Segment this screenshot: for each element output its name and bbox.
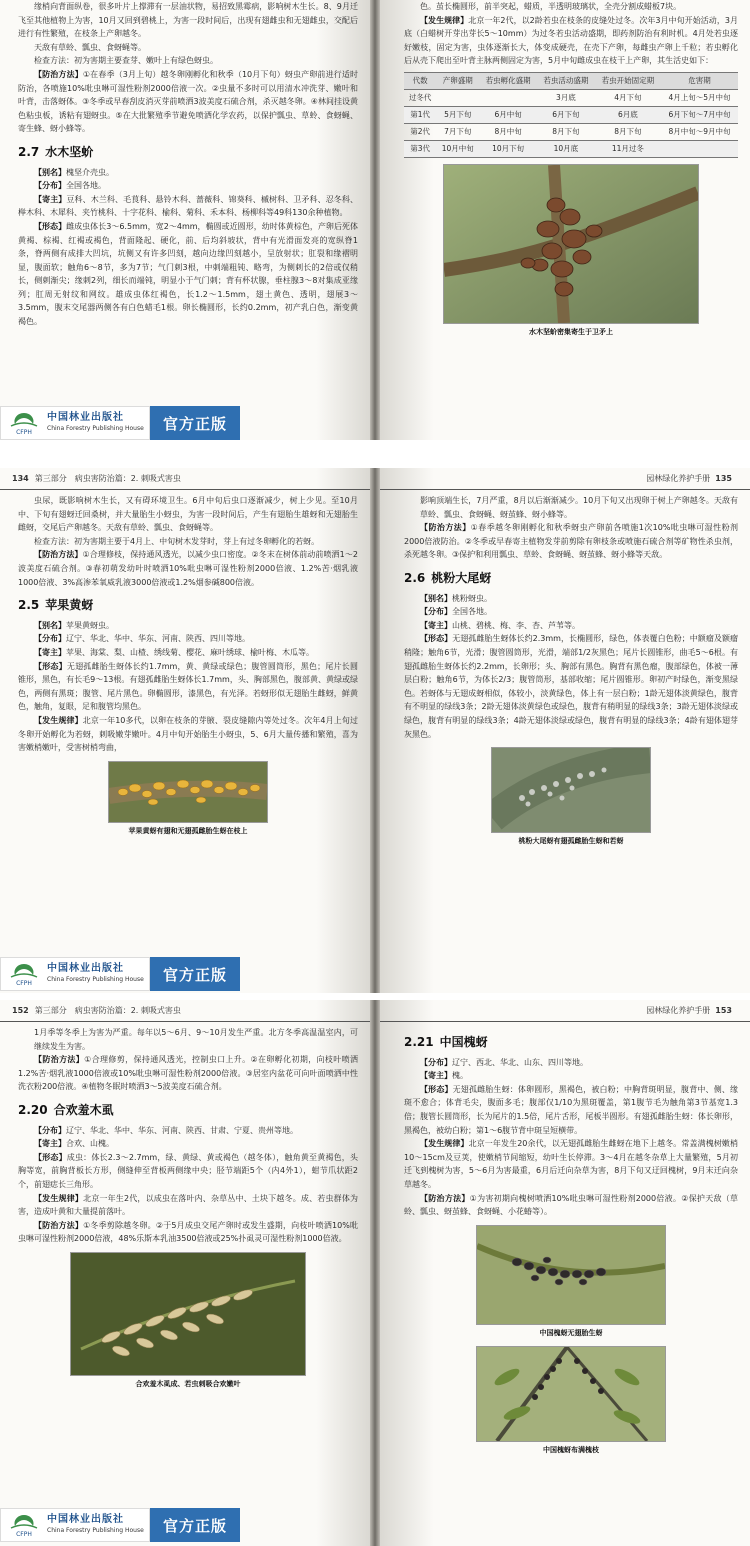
body-paragraph: 缘梢向背面纵卷，很多叶片上撑滞有一层油状物，易招致黑霉病，影响树木生长。8、9月迁飞至其他植物上为害，10月又回到碧桃上，为害一段时间后，出现有翅雌虫和无翅雌虫，交配后进行有性繁殖，在枝条上产卵越冬。	[18, 2, 358, 39]
field-text: 无翅孤雌胎生蚜：体卵圆形，黑褐色，被白粉；中胸背斑明显，腹背中、侧、缘斑不愈合；体背毛尖，腹面多毛；腹部仅1/10为黑斑覆盖，第1腹节毛为触角第3节基宽1.3倍；腹管长圆筒形，长为尾片的1.5倍，尾片舌形，尾板半圆形。有翅孤雌胎生蚜：体长卵形，黑褐色，被幼白粉；第1～6腹节背中斑呈短横带。	[404, 1084, 739, 1135]
section-heading	[18, 146, 358, 160]
publisher-name-en: China Forestry Publishing House	[47, 425, 144, 432]
page-number: 153	[715, 1006, 732, 1015]
table-cell: 6月下旬	[537, 106, 595, 123]
field-text: ①合理修剪，保持通风透光，控制虫口上升。②在卵孵化初期，向枝叶喷洒1.2%苦·烟乳液1000倍液或10%吡虫啉可湿性粉剂2000倍液。③居室内盆花可向叶面喷洒中性洗衣粉200倍液。④植物冬眠时喷洒3～5波美度石硫合剂。	[18, 1055, 358, 1092]
table-cell: 8月下旬	[537, 123, 595, 140]
life-history-table	[404, 72, 738, 158]
page-left	[0, 468, 372, 993]
field-tag: 【寄主】	[420, 620, 452, 630]
photo-caption: 桃粉大尾蚜有翅孤雌胎生蚜和若蚜	[518, 837, 624, 846]
field-tag: 【发生规律】	[34, 1193, 84, 1203]
field-tag: 【形态】	[34, 1152, 67, 1162]
table-header-cell: 若虫开始固定期	[595, 72, 661, 89]
photo-apple-aphids	[108, 761, 268, 823]
field-tag: 【分布】	[420, 607, 452, 617]
distribution-paragraph	[18, 632, 358, 646]
field-tag: 【寄主】	[34, 1139, 66, 1149]
field-tag: 【寄主】	[34, 647, 66, 657]
book-gutter	[370, 468, 380, 993]
page-right	[378, 1000, 750, 1546]
field-tag: 【防治方法】	[34, 550, 83, 560]
field-tag: 【分布】	[34, 1125, 66, 1135]
running-title: 园林绿化养护手册	[646, 474, 711, 483]
table-cell: 6月底	[595, 106, 661, 123]
alias-paragraph	[18, 619, 358, 633]
publisher-name-cn: 中国林业出版社	[47, 963, 124, 974]
table-cell: 10月中旬	[436, 140, 479, 157]
table-row	[404, 106, 738, 123]
publisher-emblem-icon	[7, 410, 41, 436]
publisher-banner	[0, 406, 240, 440]
body-paragraph: 虫尿，既影响树木生长，又有碍环境卫生。6月中旬后虫口逐渐减少，树上少见。至10月中、下旬有翅蚜迁回桑树，并大量胎生小蚜虫，为害一段时间后，产生有翅胎生雄蚜和无翅胎生雌蚜，交尾后产卵越冬。天敌有草蛉、瓢虫、食蚜蝇等。	[18, 496, 358, 533]
field-tag: 【发生规律】	[34, 715, 83, 725]
publisher-name-cn: 中国林业出版社	[47, 1514, 124, 1525]
field-text: 雌成虫体长3～6.5mm，宽2～4mm，椭圆或近圆形，幼时体黄棕色，产卵后死体黄褐、棕褐、红褐或褐色，背面隆起、硬化，前、后均斜坡状，背中有光滑面发亮的宽纵脊1条，脊两侧有成排大凹坑，坑侧又有许多凹刻，越向边缘凹刻越小，呈放射状；肛裂和缘褶明显，腹面软；触角6～8节，多为7节；气门刺3根，中刺端粗钝、略弯，为侧刺长的2倍或仅稍长，侧刺渐尖；缘刺2列，细长而端钝，明显小于气门刺；背有杯状腺，垂柱腺3～8对集成亚缘列；肛周无射纹和网纹。雄成虫体红褐色，长1.2～1.5mm，翅土黄色、透明，翅展3～3.5mm，腹末交尾器两侧各有白色蜡毛1根。卵长椭圆形，长约0.2mm，初产乳白色，渐变黄褐色。	[18, 221, 358, 327]
table-header-cell: 若虫活动盛期	[537, 72, 595, 89]
field-tag: 【发生规律】	[420, 1139, 469, 1149]
official-badge: 官方正版	[150, 406, 240, 440]
field-text: 成虫：体长2.3～2.7mm，绿、黄绿、黄或褐色（越冬体），触角黄至黄褐色，头胸等宽，前胸背板长方形，侧缝伸至背板两侧缘中央；胫节端距5个（内4外1），蚶节爪状距2个，前翅痣长三角形。	[18, 1152, 359, 1189]
control-method-paragraph	[404, 521, 738, 562]
distribution-paragraph	[404, 1056, 738, 1070]
table-cell: 10月下旬	[479, 140, 537, 157]
table-cell: 6月中旬	[479, 106, 537, 123]
svg-text:CFPH: CFPH	[16, 1531, 32, 1538]
page-number: 135	[715, 474, 732, 483]
field-tag: 【别名】	[34, 620, 66, 630]
table-cell: 4月上旬～5月中旬	[661, 89, 738, 106]
field-text: ①冬季剪除越冬卵。②于5月成虫交尾产卵时或发生盛期，向枝叶喷洒10%吡虫啉可湿性粉剂2000倍液，48%乐斯本乳油3500倍液或25%扑虱灵可湿性粉剂1000倍液。	[18, 1220, 359, 1244]
host-paragraph	[404, 619, 738, 633]
section-number: 2.6	[404, 570, 426, 585]
host-paragraph	[18, 193, 358, 220]
table-cell	[661, 140, 738, 157]
running-title: 园林绿化养护手册	[646, 1006, 711, 1015]
table-cell: 过冬代	[404, 89, 436, 106]
publisher-banner	[0, 1508, 240, 1542]
photo-peach-aphids	[491, 747, 651, 833]
section-heading	[18, 599, 358, 613]
morphology-paragraph	[18, 220, 358, 329]
publisher-logo	[0, 406, 150, 440]
field-text: ①春季越冬卵刚孵化和秋季蚜虫产卵前各喷施1次10%吡虫啉可湿性粉剂2000倍液防治。②冬季或早春寄主植物发芽前剪除有卵枝条或喷施石硫合剂等矿物性杀虫剂，杀死越冬卵。③保护和利用瓢虫、草蛉、食蚜蝇、蚜茧蜂、蚜小蜂等天敌。	[404, 523, 739, 560]
field-text: 苹果黄蚜虫。	[66, 620, 114, 630]
body-paragraph: 色。茧长椭圆形，前半突起，蜡质，半透明玻璃状，全壳分割成蜡板7块。	[420, 2, 682, 11]
field-tag: 【别名】	[34, 167, 66, 177]
section-title: 苹果黄蚜	[45, 598, 94, 613]
morphology-paragraph	[404, 632, 738, 741]
photo-caption: 苹果黄蚜有翅和无翅孤雌胎生蚜在枝上	[128, 826, 248, 835]
distribution-paragraph	[18, 179, 358, 193]
table-row	[404, 89, 738, 106]
body-paragraph: 天敌有草蛉、瓢虫、食蚜蝇等。	[34, 42, 146, 52]
field-text: 辽宁、华北、华中、华东、河南、陕西、甘肃、宁夏、贵州等地。	[66, 1125, 298, 1135]
occurrence-paragraph	[18, 714, 358, 755]
morphology-paragraph	[404, 1083, 738, 1137]
field-tag: 【防治方法】	[420, 523, 471, 533]
section-title: 合欢羞木虱	[53, 1102, 114, 1117]
page-number: 152	[12, 1006, 29, 1015]
book-gutter	[370, 0, 380, 440]
table-cell: 11月过冬	[595, 140, 661, 157]
book-spread-3	[0, 1000, 750, 1546]
distribution-paragraph	[404, 605, 738, 619]
distribution-paragraph	[18, 1124, 358, 1138]
svg-text:CFPH: CFPH	[16, 429, 32, 436]
book-spread-2	[0, 468, 750, 993]
field-text: 槐。	[452, 1071, 468, 1081]
table-cell: 3月底	[537, 89, 595, 106]
field-text: 无翅孤雌胎生蚜体长约2.3mm，长椭圆形，绿色，体表覆白色粉；中额瘤及额瘤稍隆；触角6节，光滑；腹管圆筒形，光滑，端部1/2灰黑色；尾片长圆锥形，曲毛5～6根。有翅孤雌胎生蚜体长约2.2mm，长卵形；头、胸部有黑色。胸背有黑色瘤，腹部绿色，体被一薄层白粉；触角6节，为体长2/3；腹管筒形，基部收缩；尾片圆锥形。卵初产时绿色，渐变黑绿色。若蚜体与无翅成蚜相似，体较小，淡黄绿色，体上有一层白粉；1龄无翅体淡黄绿色，腹背有不明显的绿线3条；2龄无翅体淡黄绿色或绿色，腹背有稍明显的绿线3条；3龄无翅体淡绿或绿色，腹背有明显的绿线3条；4龄无翅体淡绿或绿色，腹背有明显的绿线3条；4龄有翅体翅芽灰黑色。	[404, 634, 738, 739]
field-tag: 【防治方法】	[34, 69, 83, 79]
field-tag: 【寄主】	[34, 194, 67, 204]
page-left	[0, 0, 372, 440]
photo-caption: 中国槐蚜无翅胎生蚜	[539, 1328, 603, 1337]
body-paragraph: 检查方法：初为害期主要于4月上、中旬树木发芽时，芽上有过冬卵孵化的若蚜。	[34, 536, 320, 546]
field-text: 苹果、海棠、梨、山楂、绣线菊、樱花、麻叶绣球、榆叶梅、木瓜等。	[66, 647, 314, 657]
host-paragraph	[18, 646, 358, 660]
running-title: 第三部分 病虫害防治篇：2. 刺吸式害虫	[34, 1006, 181, 1015]
field-text: 无翅孤雌胎生蚜体长约1.7mm，黄、黄绿或绿色；腹管圆筒形，黑色；尾片长圆锥形，黑色，有长毛9～13根。有翅孤雌胎生蚜体长1.7mm，头、胸部黑色，腹部黄、黄绿或绿色，两侧有黑斑；腹管、尾片黑色。卵椭圆形，漆黑色，有光泽。若蚜形似无翅胎生雌蚜，鲜黄色，触角，复眼，足和腹管均黑色。	[18, 661, 358, 712]
field-tag: 【防治方法】	[34, 1220, 84, 1230]
running-header	[0, 468, 372, 490]
table-cell: 第1代	[404, 106, 436, 123]
publisher-emblem-icon	[7, 1512, 41, 1538]
table-header-cell: 代数	[404, 72, 436, 89]
field-text: 辽宁、华北、华中、华东、河南、陕西、四川等地。	[66, 634, 250, 644]
field-text: 全国各地。	[66, 181, 106, 191]
control-method-paragraph	[18, 548, 358, 589]
table-header-cell: 危害期	[661, 72, 738, 89]
field-text: ①在春季（3月上旬）越冬卵刚孵化和秋季（10月下旬）蚜虫产卵前进行适时防治，各喷施10%吡虫啉可湿性粉剂2000倍液一次。②虫量不多时可以用清水冲洗芽、嫩叶和叶背，击落蚜体。③冬季或早春刮皮消灭芽前喷洒3波美度石硫合剂，杀灭越冬卵。④林间挂设黄色粘虫板，诱粘有翅蚜虫。⑤在大批繁殖季节避免喷洒化学农药，以保护瓢虫、草蛉、食蚜蝇、寄生蜂、蚜小蜂等。	[18, 69, 358, 134]
table-cell: 8月中旬	[479, 123, 537, 140]
photo-caption: 合欢羞木虱成、若虫刺吸合欢嫩叶	[135, 1379, 241, 1388]
field-tag: 【防治方法】	[34, 1055, 85, 1065]
photo-scale-insect-on-branch	[443, 164, 699, 324]
field-text: ①合理修枝，保持通风透光，以减少虫口密度。②冬末在树体前动前喷洒1～2波美度石硫合剂。③春初萌发幼叶时喷洒10%吡虫啉可湿性粉剂2000倍液、1.2%苦·烟乳液1000倍液、3%高渗苯氧威乳液3000倍液或1.2%烟参碱800倍液。	[18, 550, 358, 587]
page-left	[0, 1000, 372, 1546]
official-badge: 官方正版	[150, 957, 240, 991]
table-cell: 4月下旬	[595, 89, 661, 106]
photo-caption: 水木坚蚧密集寄生于卫矛上	[529, 327, 613, 336]
field-tag: 【分布】	[420, 1057, 452, 1067]
table-row	[404, 140, 738, 157]
table-header-cell: 若虫孵化盛期	[479, 72, 537, 89]
photo-psyllid-on-leaves	[70, 1252, 306, 1376]
table-cell: 8月下旬	[595, 123, 661, 140]
host-paragraph	[404, 1069, 738, 1083]
publisher-name-cn: 中国林业出版社	[47, 412, 124, 423]
body-paragraph: 1月季等冬季上为害为严重。每年以5～6月、9～10月发生严重。北方冬季高温温室内，可继续发生为害。	[34, 1028, 358, 1051]
section-number: 2.7	[18, 144, 40, 159]
running-header	[378, 468, 750, 490]
official-badge: 官方正版	[150, 1508, 240, 1542]
field-tag: 【防治方法】	[420, 1193, 470, 1203]
table-cell	[436, 89, 479, 106]
running-header	[0, 1000, 372, 1022]
table-header-cell: 产卵盛期	[436, 72, 479, 89]
alias-paragraph	[404, 592, 738, 606]
host-paragraph	[18, 1137, 358, 1151]
publisher-logo	[0, 957, 150, 991]
table-cell	[479, 89, 537, 106]
svg-text:CFPH: CFPH	[16, 980, 32, 987]
section-heading	[404, 572, 738, 586]
page-right	[378, 0, 750, 440]
occurrence-paragraph	[404, 14, 738, 68]
field-tag: 【分布】	[34, 181, 66, 191]
publisher-logo	[0, 1508, 150, 1542]
field-tag: 【形态】	[34, 661, 67, 671]
field-text: 桃粉蚜虫。	[452, 593, 492, 603]
table-cell: 5月下旬	[436, 106, 479, 123]
table-cell: 6月下旬～7月中旬	[661, 106, 738, 123]
publisher-banner	[0, 957, 240, 991]
alias-paragraph	[18, 166, 358, 180]
table-row	[404, 123, 738, 140]
field-tag: 【寄主】	[420, 1071, 452, 1081]
book-spread-1	[0, 0, 750, 440]
table-cell: 7月下旬	[436, 123, 479, 140]
page-right	[378, 468, 750, 993]
field-text: 北京一年发生20余代，以无翅孤雌胎生雌蚜在地下上越冬。常盖满槐树嫩梢10～15cm及豆荚，使嫩梢节间缩短，幼叶生长停滞。3～4月在越冬杂草上大量繁殖，5月初迁飞到槐树为害，5～6月为害最重，6月后迁向杂草为害，8月下旬又迂回槐树，9月末迁向杂草越冬。	[404, 1139, 738, 1189]
field-text: 槐坚介壳虫。	[66, 167, 114, 177]
field-tag: 【分布】	[34, 634, 66, 644]
field-text: 北京一年生2代，以成虫在落叶内、杂草丛中、土块下越冬。成、若虫群体为害，造成叶黄和大量提前落叶。	[18, 1193, 358, 1217]
field-tag: 【形态】	[420, 1084, 453, 1094]
publisher-name-en: China Forestry Publishing House	[47, 976, 144, 983]
control-method-paragraph	[18, 1053, 358, 1094]
book-gutter	[370, 1000, 380, 1546]
occurrence-paragraph	[404, 1137, 738, 1191]
field-text: 合欢、山槐。	[66, 1139, 114, 1149]
section-number: 2.5	[18, 598, 40, 613]
field-text: 豆科、木兰科、毛茛科、悬铃木科、蔷薇科、锦葵科、槭树科、卫矛科、忍冬科、榉木科、木犀科、夹竹桃科、十字花科、榆科、菊科、禾本科、杨柳科等49科130余种植物。	[18, 194, 359, 218]
publisher-name-en: China Forestry Publishing House	[47, 1527, 144, 1534]
field-text: 山桃、碧桃、梅、李、杏、芦苇等。	[452, 620, 580, 630]
table-cell: 第2代	[404, 123, 436, 140]
photo-caption: 中国槐蚜布满槐枝	[543, 1446, 599, 1455]
field-tag: 【形态】	[420, 634, 453, 644]
body-paragraph: 影响顶端生长，7月严重，8月以后渐渐减少。10月下旬又出现卵于树上产卵越冬。天敌有草蛉、瓢虫、食蚜蝇、蚜茧蜂、蚜小蜂等。	[420, 496, 738, 519]
section-heading	[404, 1036, 738, 1050]
table-cell: 8月中旬～9月中旬	[661, 123, 738, 140]
section-number: 2.21	[404, 1035, 434, 1049]
photo-sophora-aphids-close	[476, 1225, 666, 1325]
page-number: 134	[12, 474, 29, 483]
section-title: 水木坚蚧	[45, 144, 94, 159]
body-paragraph: 检查方法：初为害期主要查芽、嫩叶上有绿色蚜虫。	[34, 56, 218, 66]
control-method-paragraph	[404, 1192, 738, 1219]
table-cell: 10月底	[537, 140, 595, 157]
field-text: 全国各地。	[452, 607, 492, 617]
field-tag: 【别名】	[420, 593, 452, 603]
morphology-paragraph	[18, 1151, 358, 1192]
field-text: 北京一年2代，以2龄若虫在枝条的皮缝处过冬。次年3月中旬开始活动，3月底（白蜡树开芽出芽长5～10mm）为过冬若虫活动盛期，即药剂防治有利时机。4月处若虫逐好嫩枝，固定为害，虫体逐渐长大，体变成硬壳，在壳下产卵，每雌虫产卵上千粒；若虫孵化后从壳下爬出至叶背主脉两侧固定为害，5月中旬雌成虫在枝干上产卵，其生活史如下：	[404, 15, 739, 66]
running-header	[378, 1000, 750, 1022]
morphology-paragraph	[18, 660, 358, 714]
control-method-paragraph	[18, 68, 358, 136]
section-title: 桃粉大尾蚜	[431, 570, 492, 585]
photo-sophora-aphids-branch	[476, 1346, 666, 1442]
field-text: 北京一年10多代，以卵在枝条的芽腋、裂皮缝隙内等处过冬。次年4月上旬过冬卵开始孵化为若蚜，刺吸嫩芽嫩叶。4月中旬开始胎生小蚜虫，5、6月大量传播和繁殖，喜为害嫩梢嫩叶，受害树梢弯曲，	[18, 715, 358, 753]
table-cell: 第3代	[404, 140, 436, 157]
section-heading	[18, 1104, 358, 1118]
control-method-paragraph	[18, 1219, 358, 1246]
section-number: 2.20	[18, 1102, 48, 1117]
field-text: ①为害初期向槐树喷洒10%吡虫啉可湿性粉剂2000倍液。②保护天敌（草蛉、瓢虫、蚜茧蜂、食蚜蝇、小花蝽等）。	[404, 1193, 739, 1217]
running-title: 第三部分 病虫害防治篇：2. 刺吸式害虫	[34, 474, 181, 483]
section-title: 中国槐蚜	[439, 1035, 488, 1049]
field-text: 辽宁、西北、华北、山东、四川等地。	[452, 1057, 588, 1067]
occurrence-paragraph	[18, 1192, 358, 1219]
field-tag: 【形态】	[34, 221, 67, 231]
publisher-emblem-icon	[7, 961, 41, 987]
field-tag: 【发生规律】	[420, 15, 469, 25]
